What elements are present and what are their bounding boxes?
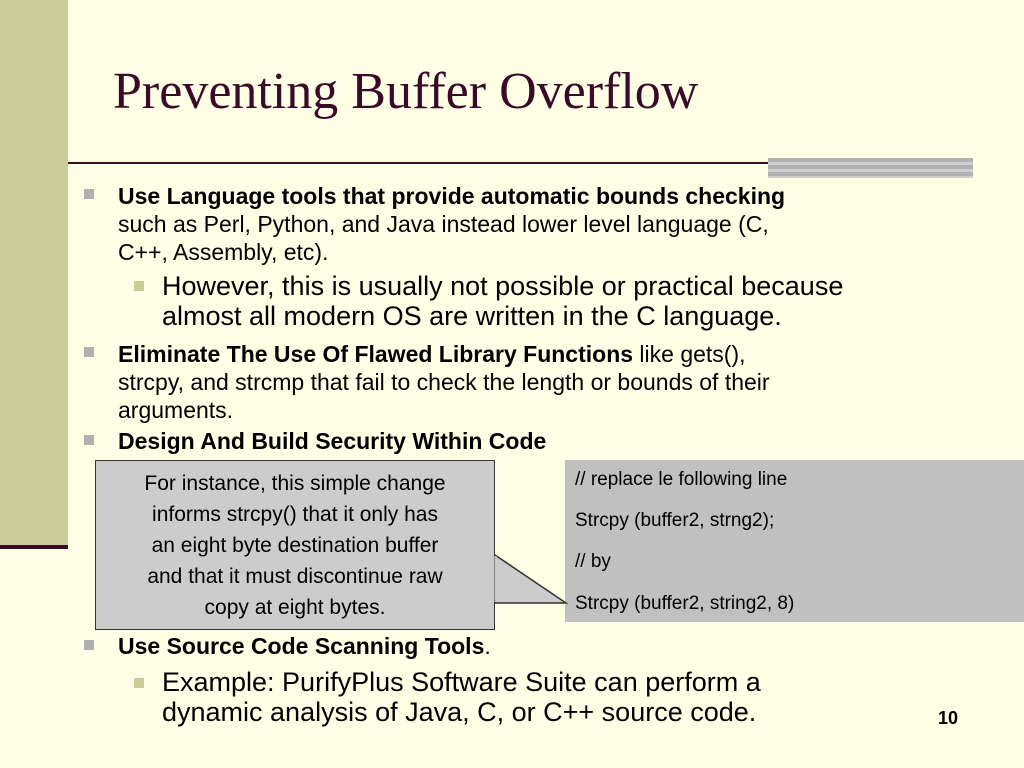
callout-line: copy at eight bytes. <box>204 596 386 619</box>
code-line: // replace le following line <box>575 469 788 490</box>
sub-bullet-line: Example: PurifyPlus Software Suite can perform a <box>162 667 761 697</box>
sub-bullet-line: However, this is usually not possible or practical because <box>162 271 844 301</box>
sub-bullet-os-note <box>162 271 972 331</box>
callout-box <box>95 460 495 630</box>
bullet-bold-text: Eliminate The Use Of Flawed Library Functions <box>118 341 634 367</box>
sub-bullet-marker <box>134 281 144 291</box>
bullet-line: such as Perl, Python, and Java instead lower level language (C, <box>118 211 769 237</box>
bullet-bold-text: Use Source Code Scanning Tools <box>118 633 485 659</box>
sub-bullet-line: almost all modern OS are written in the C language. <box>162 301 782 331</box>
bullet-bold-text: Design And Build Security Within Code <box>118 428 547 454</box>
title-rule <box>68 162 768 164</box>
slide-title: Preventing Buffer Overflow <box>113 63 699 120</box>
bullet-flawed-functions <box>118 340 938 424</box>
bullet-language-tools <box>118 182 938 266</box>
code-line: Strcpy (buffer2, string2, 8) <box>575 593 795 614</box>
bullet-design-security <box>118 427 938 455</box>
code-line: Strcpy (buffer2, strng2); <box>575 510 775 531</box>
callout-line: For instance, this simple change <box>144 472 446 495</box>
bullet-line: C++, Assembly, etc). <box>118 239 329 265</box>
sub-bullet-purifyplus <box>162 667 972 727</box>
callout-line: informs strcpy() that it only has <box>152 503 438 526</box>
sidebar-decoration <box>0 0 68 548</box>
sidebar-rule <box>0 545 68 549</box>
code-line: // by <box>575 551 611 572</box>
sub-bullet-line: dynamic analysis of Java, C, or C++ source code. <box>162 697 757 727</box>
accent-bar <box>768 158 973 178</box>
bullet-rest-text: . <box>484 633 491 659</box>
page-number: 10 <box>938 708 959 728</box>
bullet-marker <box>84 640 94 650</box>
bullet-bold-text: Use Language tools that provide automatic bounds checking <box>118 183 786 209</box>
bullet-line: arguments. <box>118 397 234 423</box>
bullet-scanning-tools <box>118 632 938 660</box>
callout-line: an eight byte destination buffer <box>151 534 439 557</box>
bullet-line <box>118 427 938 455</box>
bullet-marker <box>84 189 94 199</box>
bullet-line <box>118 182 938 210</box>
bullet-marker <box>84 435 94 445</box>
bullet-line: strcpy, and strcmp that fail to check the length or bounds of their <box>118 369 770 395</box>
bullet-line <box>118 632 938 660</box>
bullet-line <box>118 340 938 368</box>
sub-bullet-marker <box>134 678 144 688</box>
bullet-marker <box>84 347 94 357</box>
code-example-box <box>565 460 1024 622</box>
bullet-rest-text: like gets(), <box>633 341 746 367</box>
callout-line: and that it must discontinue raw <box>147 565 443 588</box>
